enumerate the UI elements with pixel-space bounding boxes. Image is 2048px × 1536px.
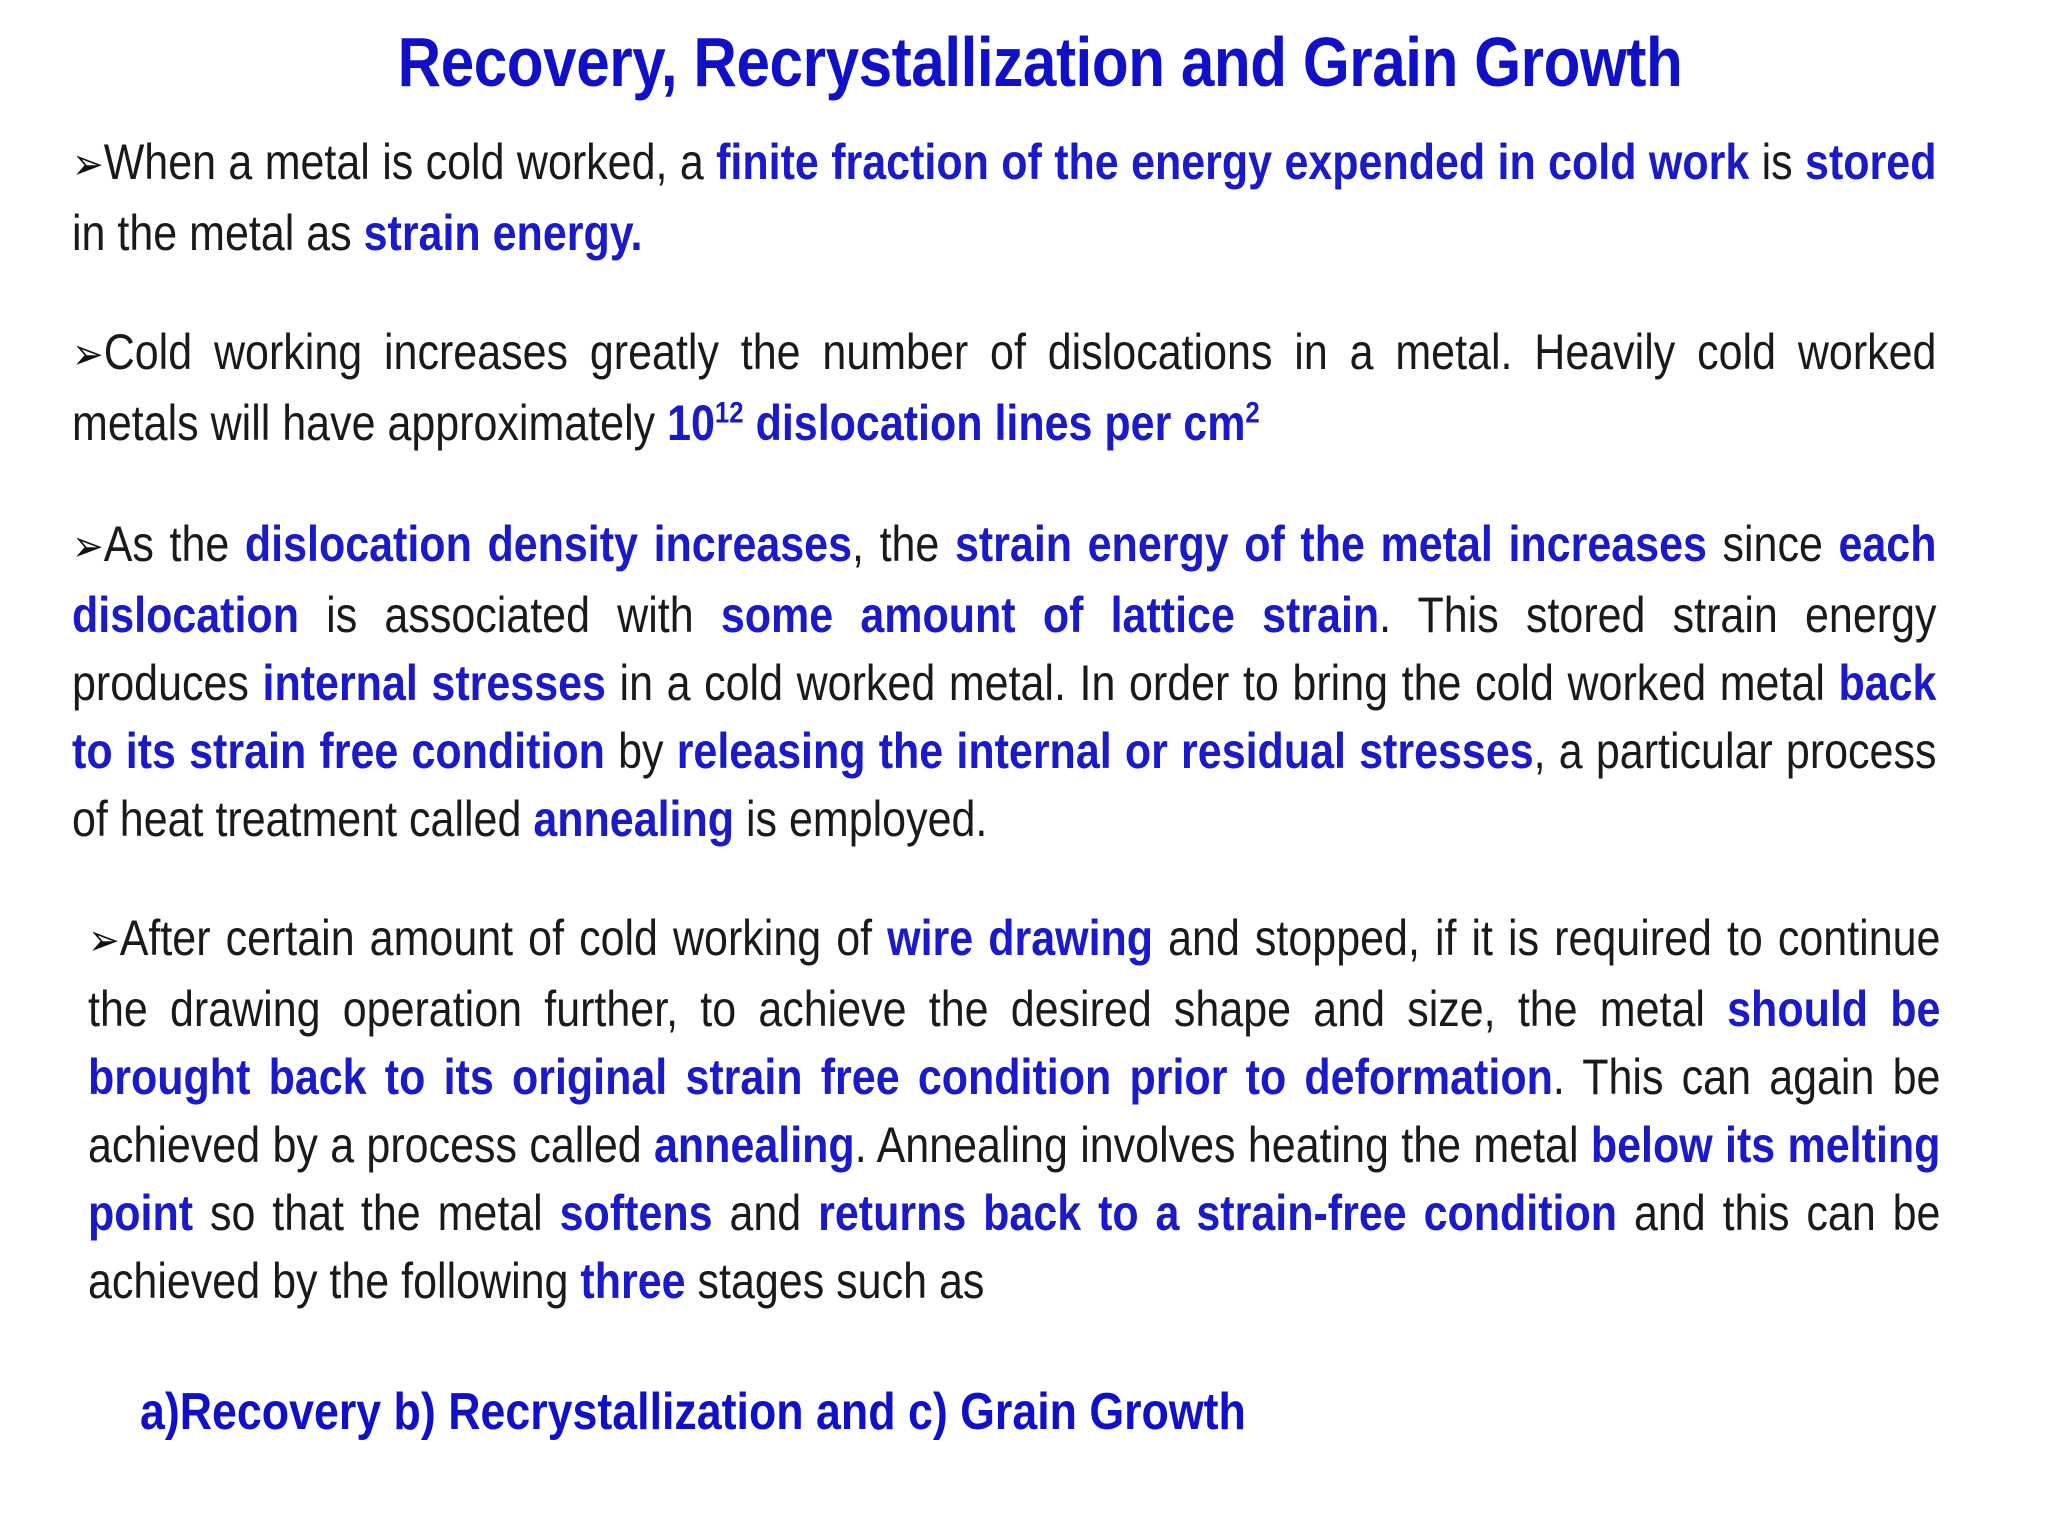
text-run: When a metal is cold worked, a — [103, 134, 717, 190]
slide-title: Recovery, Recrystallization and Grain Growth — [397, 23, 1683, 101]
text-run: since — [1706, 516, 1839, 572]
text-run: in the metal as — [72, 205, 364, 261]
highlight-run: 10 — [667, 395, 715, 451]
superscript: 12 — [714, 396, 744, 430]
superscript: 2 — [1245, 396, 1260, 430]
highlight-run: annealing — [654, 1117, 855, 1173]
annealing-stages-line: a)Recovery b) Recrystallization and c) Grain Growth — [140, 1383, 1246, 1441]
text-run: in a cold worked metal. In order to bring the cold worked metal — [605, 655, 1839, 711]
highlight-run: wire drawing — [887, 910, 1154, 966]
arrow-bullet-icon: ➢ — [72, 521, 104, 572]
arrow-bullet-icon: ➢ — [72, 329, 104, 380]
text-run: and — [712, 1185, 819, 1241]
highlight-run: strain energy of the metal increases — [954, 516, 1707, 572]
highlight-run: some amount of lattice strain — [720, 587, 1380, 643]
highlight-run: finite fraction of the energy expended in cold work — [716, 134, 1750, 190]
text-run: As the — [103, 516, 245, 572]
text-run: After certain amount of cold working of — [119, 910, 888, 966]
highlight-run: dislocation density increases — [244, 516, 853, 572]
text-run: and this can be achieved by the following — [88, 1185, 1941, 1309]
paragraph-stored-energy — [72, 128, 1936, 267]
text-run: and stopped, if it is required to continue the drawing operation further, to achieve the desired shape and size, the metal — [88, 910, 1941, 1037]
arrow-bullet-icon: ➢ — [88, 915, 120, 966]
text-run: . Annealing involves heating the metal — [854, 1117, 1591, 1173]
text-run: . This can again be achieved by a process called — [88, 1049, 1941, 1173]
text-run: , the — [852, 516, 955, 572]
text-run: . This stored strain energy produces — [72, 587, 1937, 711]
text-run: by — [604, 723, 677, 779]
text-run: is associated with — [298, 587, 721, 643]
paragraph-wire-drawing — [88, 904, 1940, 1315]
highlight-run: below its melting point — [88, 1117, 1941, 1241]
text-run: , a particular process of heat treatment called — [72, 723, 1937, 847]
text-run: stages such as — [685, 1253, 985, 1309]
highlight-run: annealing — [533, 791, 735, 847]
highlight-run: releasing the internal or residual stresses — [676, 723, 1534, 779]
arrow-bullet-icon: ➢ — [72, 139, 104, 190]
highlight-run: should be brought back to its original strain free condition prior to deformation — [88, 981, 1941, 1105]
highlight-run: each dislocation — [72, 516, 1937, 643]
highlight-run: back to its strain free condition — [72, 655, 1937, 779]
text-run: Cold working increases greatly the number of dislocations in a metal. Heavily cold worked metals will have approximately — [72, 324, 1937, 451]
text-run: is employed. — [734, 791, 988, 847]
paragraph-dislocations — [72, 318, 1936, 457]
text-run: so that the metal — [193, 1185, 560, 1241]
paragraph-annealing-intro — [72, 510, 1936, 853]
highlight-run: softens — [559, 1185, 713, 1241]
highlight-run: stored — [1805, 134, 1937, 190]
highlight-run: internal stresses — [262, 655, 606, 711]
highlight-run: strain energy. — [363, 205, 643, 261]
text-run: is — [1749, 134, 1806, 190]
highlight-run: dislocation lines per cm — [743, 395, 1246, 451]
highlight-run: returns back to a strain-free condition — [818, 1185, 1618, 1241]
highlight-run: three — [580, 1253, 686, 1309]
